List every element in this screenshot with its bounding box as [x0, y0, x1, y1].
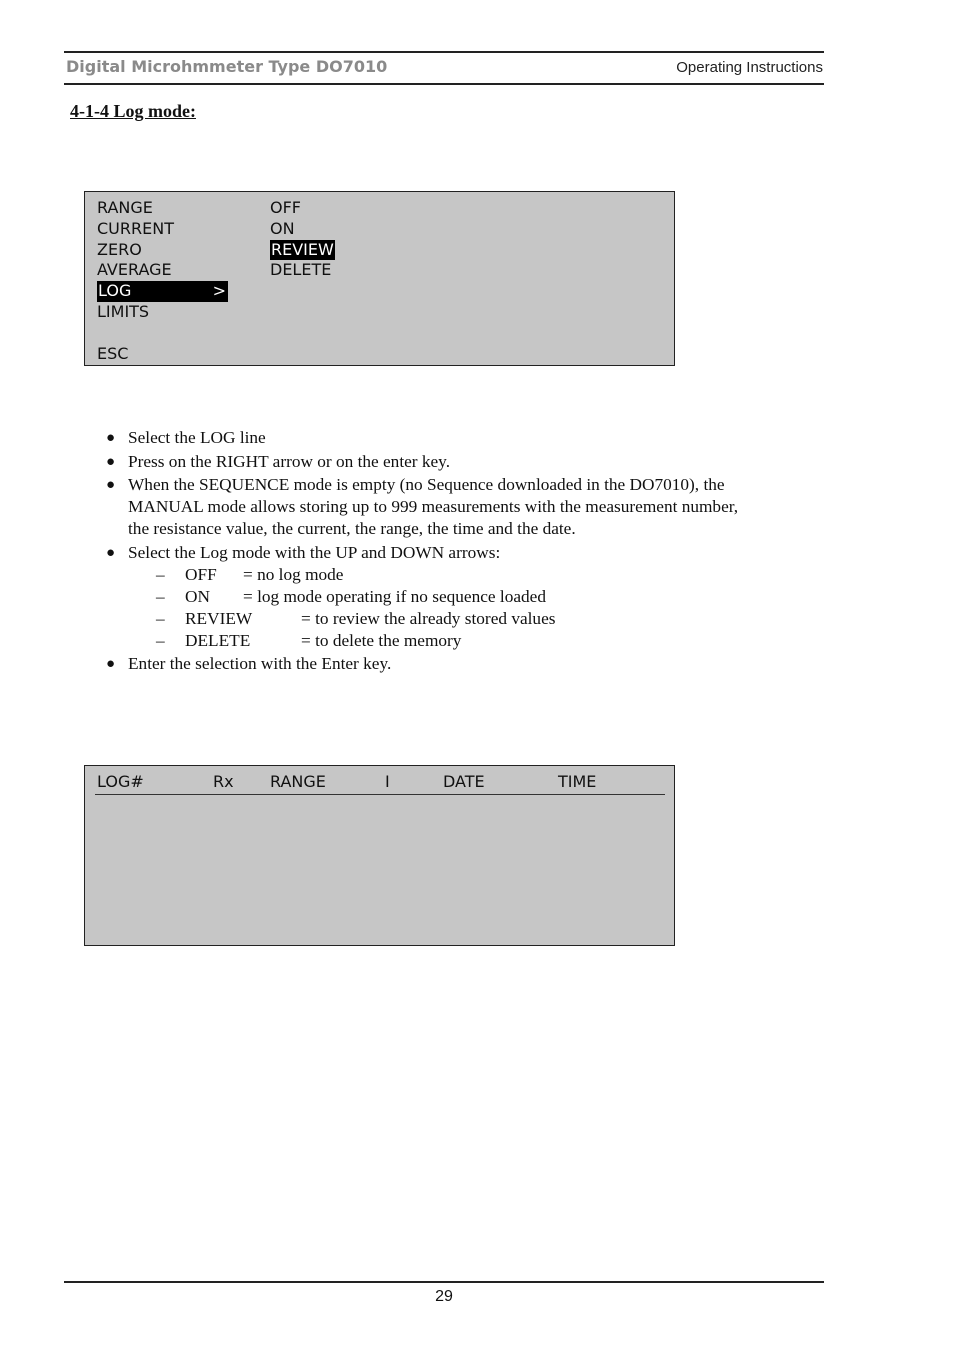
menu-item-log-selected	[97, 281, 228, 302]
bullet-icon: ●	[106, 656, 116, 672]
header-underline	[95, 794, 665, 795]
menu-item-esc: ESC	[97, 343, 129, 363]
menu-item-average: AVERAGE	[97, 260, 172, 280]
mode-desc: = to review the already stored values	[301, 608, 556, 628]
menu-item-zero: ZERO	[97, 239, 142, 259]
list-item: ● Select the Log mode with the UP and DOWN arrows:	[106, 542, 501, 562]
list-item: ● Select the LOG line	[106, 428, 266, 447]
column-header-log-number: LOG#	[97, 772, 144, 791]
column-header-current: I	[385, 772, 390, 791]
menu-list	[97, 198, 228, 364]
bullet-icon: ●	[106, 477, 116, 493]
mode-item-review	[106, 608, 746, 630]
section-title: 4-1-4 Log mode:	[70, 101, 196, 121]
column-header-range: RANGE	[270, 772, 326, 791]
document-type: Operating Instructions	[676, 59, 823, 76]
dash: –	[156, 630, 165, 650]
mode-name: OFF	[185, 564, 217, 584]
bullet-icon: ●	[106, 453, 116, 470]
bullet-icon: ●	[106, 544, 116, 561]
mode-desc: = no log mode	[243, 564, 344, 584]
mode-item-off	[106, 564, 746, 586]
bullet-icon: ●	[106, 430, 116, 446]
document-title: Digital Microhmmeter Type DO7010	[66, 57, 388, 76]
mode-desc: = log mode operating if no sequence loaded	[243, 586, 546, 606]
menu-item-range: RANGE	[97, 198, 153, 217]
instruction-list	[106, 427, 746, 677]
list-item: ● Enter the selection with the Enter key.	[106, 654, 392, 673]
menu-item-limits: LIMITS	[97, 301, 150, 321]
column-header-rx: Rx	[213, 772, 234, 791]
option-review-row	[270, 240, 335, 261]
option-on: ON	[270, 218, 295, 238]
dash: –	[156, 608, 165, 628]
option-review-selected: REVIEW	[271, 239, 334, 259]
list-item: ● When the SEQUENCE mode is empty (no Sequence downloaded in the DO7010), the MANUAL mode allows storing up to 999 measurements with the measurement number, the resistance value, the current, the range, the time and the date.	[106, 475, 739, 538]
menu-item-current: CURRENT	[97, 218, 174, 238]
mode-name: ON	[185, 586, 210, 606]
menu-item-log-row	[97, 281, 228, 302]
header-bottom-rule	[64, 83, 824, 85]
column-header-time: TIME	[558, 772, 597, 791]
mode-item-delete	[106, 630, 746, 652]
header-top-rule	[64, 51, 824, 53]
submenu-arrow-icon: >	[212, 281, 226, 301]
option-delete: DELETE	[270, 260, 332, 280]
menu-screen	[84, 191, 675, 366]
option-off: OFF	[270, 198, 301, 217]
mode-name: REVIEW	[185, 608, 253, 628]
dash: –	[156, 564, 165, 584]
dash: –	[156, 586, 165, 606]
page-number: 29	[435, 1288, 453, 1305]
log-table-header	[85, 772, 674, 793]
log-options	[270, 198, 335, 281]
mode-desc: = to delete the memory	[301, 630, 462, 650]
menu-item-log: LOG	[98, 281, 132, 301]
mode-name: DELETE	[185, 630, 251, 650]
mode-item-on	[106, 586, 746, 608]
log-screen	[84, 765, 675, 946]
list-item: ● Press on the RIGHT arrow or on the enter key.	[106, 451, 451, 471]
footer-rule	[64, 1281, 824, 1283]
column-header-date: DATE	[443, 772, 485, 791]
